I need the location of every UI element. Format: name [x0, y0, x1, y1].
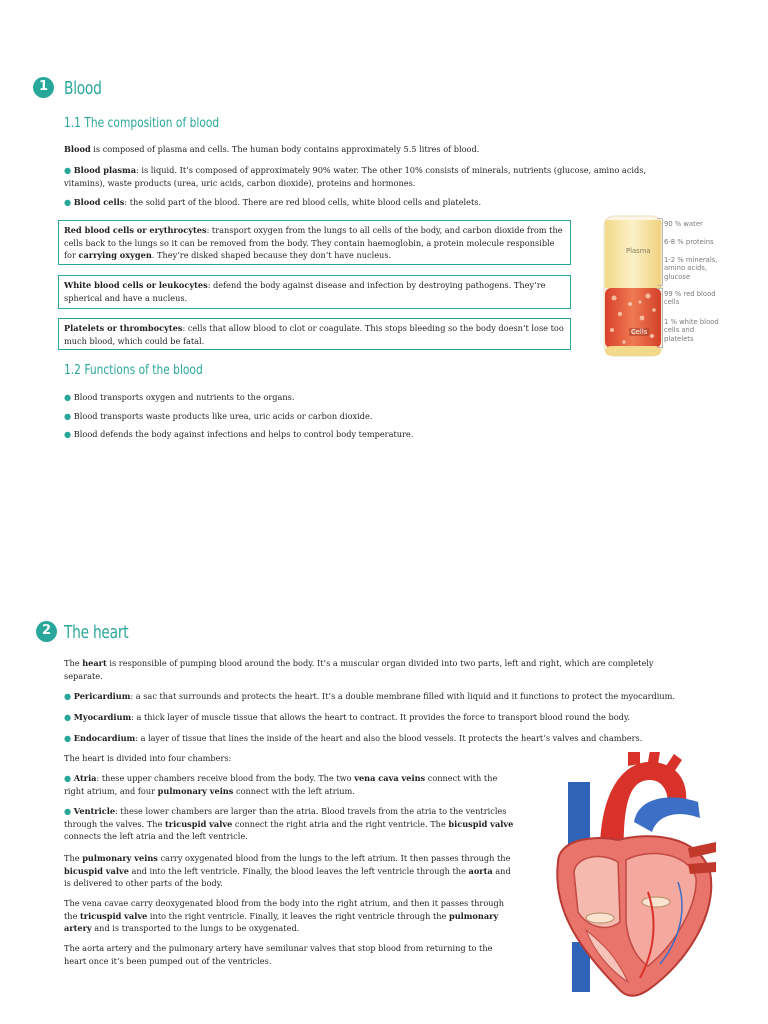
text: carry oxygenated blood from the lungs to the left atrium. It then passes through the [157, 853, 511, 863]
term: Red blood cells or erythrocytes [64, 225, 207, 235]
bullet-icon: ● [64, 392, 72, 402]
text: : these upper chambers receive blood from the body. The two [96, 773, 355, 783]
text: connect the right atria and the right ventricle. The [232, 818, 449, 829]
term: aorta [468, 865, 493, 876]
text: : is liquid. It’s composed of approximately 90% water. The other 10% consists of minerals, nutrients (glucose, amino acids, vitamins), waste products (urea, uric acids, carbon dioxide), proteins and hormones. [64, 165, 647, 188]
term: White blood cells or leukocytes [64, 280, 208, 290]
term: pulmonary artery [64, 910, 499, 934]
text: : a thick layer of muscle tissue that allows the heart to contract. It provides the force to transport blood round the body. [131, 712, 631, 722]
term: Atria [73, 773, 97, 783]
term: carrying oxygen [78, 250, 152, 261]
myocardium-paragraph [64, 711, 704, 724]
section-title: The heart [64, 622, 129, 643]
text: and is delivered to other parts of the body. [64, 865, 511, 889]
bullet-icon: ● [64, 806, 72, 816]
text: Blood defends the body against infections and helps to control body temperature. [73, 429, 414, 440]
bullet-icon: ● [64, 197, 72, 207]
annotation-water: 90 % water [664, 220, 703, 228]
text: The [64, 658, 83, 668]
text: The vena cavae carry deoxygenated blood from the body into the right atrium, and then it passes through the [64, 898, 505, 921]
term: vena cava veins [354, 773, 426, 783]
text: : cells that allow blood to clot or coagulate. This stops bleeding so the body doesn’t lose too much blood, which could be fatal. [64, 323, 564, 346]
subsection-title: 1.1 The composition of blood [64, 116, 220, 131]
text: is composed of plasma and cells. The human body contains approximately 5.5 litres of blood. [90, 144, 480, 154]
text: The [64, 853, 83, 863]
term: heart [82, 658, 107, 668]
platelets-box [58, 318, 571, 350]
endocardium-paragraph [64, 732, 704, 745]
text: connect with the right atrium, and four [64, 773, 498, 796]
plasma-label: Plasma [626, 247, 651, 255]
section-number: 2 [41, 623, 52, 639]
term: pulmonary veins [82, 853, 158, 863]
text: : transport oxygen from the lungs to all cells of the body, and carbon dioxide from the cells back to the lungs so it can be removed from the body. They contain haemoglobin, a protein molecule responsible for [64, 225, 563, 261]
text: : defend the body against disease and infection by destroying pathogens. They’re spherical and have a nucleus. [64, 280, 546, 303]
cells-label: Cells [631, 328, 648, 336]
annotation-red-cells: 99 % red blood cells [664, 290, 716, 307]
bullet-icon: ● [64, 733, 72, 743]
term: Blood [64, 144, 91, 154]
text: and is transported to the lungs to be oxygenated. [91, 923, 300, 934]
section-number-badge [33, 77, 54, 98]
section-number-badge [36, 621, 57, 642]
text: The aorta artery and the pulmonary artery have semilunar valves that stop blood from returning to the heart once it’s been pumped out of the ventricles. [64, 943, 493, 966]
semilunar-paragraph [64, 942, 514, 967]
term: Myocardium [73, 712, 132, 722]
cells-paragraph [64, 196, 664, 209]
text: Blood transports waste products like urea, uric acids or carbon dioxide. [73, 410, 373, 421]
red-cells-box [58, 220, 571, 265]
subsection-title: 1.2 Functions of the blood [64, 363, 203, 378]
term: Blood plasma [73, 165, 137, 175]
bullet-icon: ● [64, 691, 72, 701]
pulmonary-veins-paragraph [64, 852, 520, 890]
term: Pericardium [73, 691, 131, 701]
text: : these lower chambers are larger than the atria. Blood travels from the atria to the ventricles through the valves. The [64, 806, 507, 829]
section-title: Blood [64, 78, 102, 99]
list-item [64, 410, 664, 423]
term: tricuspid valve [165, 818, 233, 829]
white-cells-box [58, 275, 571, 309]
blood-intro [64, 143, 664, 156]
text: into the right ventricle. Finally, it leaves the right ventricle through the [147, 910, 449, 921]
vena-cava-paragraph [64, 897, 520, 935]
ventricle-paragraph [64, 805, 519, 843]
annotation-proteins: 6-8 % proteins [664, 238, 714, 246]
plasma-bracket [657, 218, 663, 286]
bullet-icon: ● [64, 410, 72, 421]
pericardium-paragraph [64, 690, 704, 703]
bullet-icon: ● [64, 773, 72, 783]
atria-paragraph [64, 772, 512, 797]
chambers-heading: The heart is divided into four chambers: [64, 753, 232, 763]
plasma-paragraph [64, 164, 664, 189]
term: tricuspid valve [80, 910, 148, 921]
bullet-icon: ● [64, 712, 72, 722]
cells-bracket [657, 288, 663, 348]
text: connect with the left atrium. [233, 785, 355, 796]
list-item [64, 391, 664, 404]
term: bicuspid valve [64, 865, 129, 876]
annotation-minerals: 1-2 % minerals, amino acids, glucose [664, 256, 718, 281]
functions-list [64, 391, 664, 441]
bullet-icon: ● [64, 165, 72, 175]
text: : a sac that surrounds and protects the heart. It’s a double membrane filled with liquid and it functions to protect the myocardium. [130, 691, 675, 701]
term: Ventricle [73, 806, 116, 816]
annotation-white-cells: 1 % white blood cells and platelets [664, 318, 719, 343]
text: : the solid part of the blood. There are red blood cells, white blood cells and platelets. [124, 197, 482, 207]
list-item [64, 428, 664, 441]
text: is responsible of pumping blood around the body. It’s a muscular organ divided into two parts, left and right, which are completely separate. [64, 658, 654, 681]
text: . They’re disked shaped because they don’t have nucleus. [151, 250, 392, 261]
heart-intro [64, 657, 676, 682]
section-number: 1 [38, 79, 49, 95]
term: Blood cells [73, 197, 125, 207]
heart-illustration [528, 752, 720, 1002]
term: bicuspid valve [448, 818, 514, 829]
text: and into the left ventricle. Finally, the blood leaves the left ventricle through the [128, 865, 469, 876]
text: Blood transports oxygen and nutrients to the organs. [73, 392, 295, 402]
term: Platelets or thrombocytes [64, 323, 183, 333]
term: Endocardium [73, 733, 136, 743]
text: connects the left atria and the left ventricle. [64, 831, 248, 842]
text: : a layer of tissue that lines the inside of the heart and also the blood vessels. It protects the heart’s valves and chambers. [135, 733, 643, 743]
term: pulmonary veins [157, 785, 234, 796]
bullet-icon: ● [64, 429, 72, 440]
blood-tube-figure [596, 214, 719, 364]
